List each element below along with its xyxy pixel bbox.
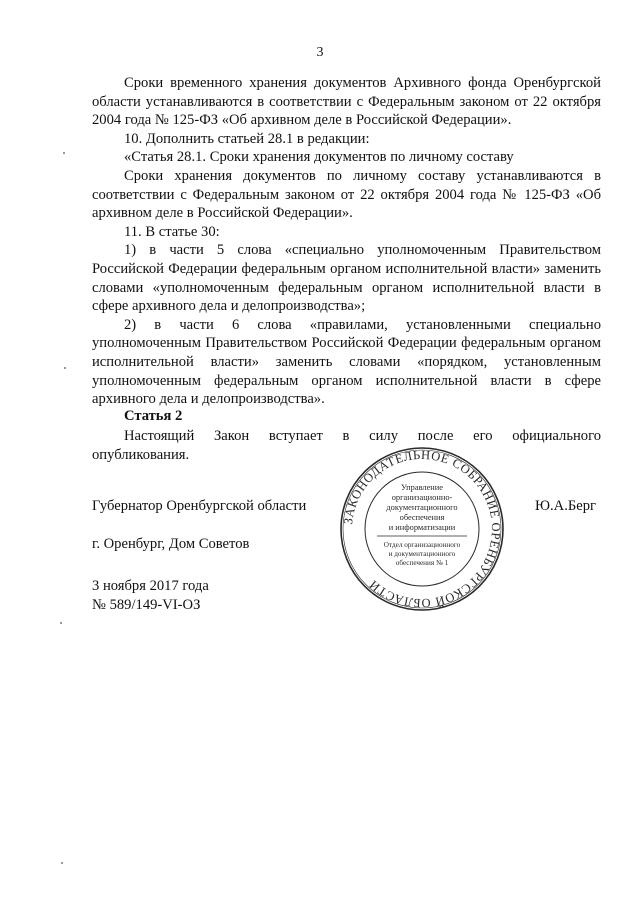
seal-line-3: документационного [386, 503, 458, 512]
governor-name: Ю.А.Берг [535, 498, 596, 514]
scan-speck [63, 152, 65, 154]
article-2-title: Статья 2 [124, 408, 183, 424]
paragraph-article-28-1-title: «Статья 28.1. Сроки хранения документов по личному составу [124, 149, 514, 166]
paragraph-part-6: 2) в части 6 слова «правилами, установленными специально уполномоченным Правительством Российской Федерации федеральным органом исполнительной власти» заменить словами «порядком, установленным уполномоченным федеральным органом исполнительной власти в сфере архивного дела и делопроизводства». [92, 316, 601, 408]
paragraph-archive-terms: Сроки временного хранения документов Архивного фонда Оренбургской области устанавливаются в соответствии с Федеральным законом от 22 октября 2004 года № 125-ФЗ «Об архивном деле в Российской Федерации». [92, 75, 601, 129]
seal-line-2: организационно- [391, 493, 453, 502]
signing-place: г. Оренбург, Дом Советов [92, 536, 250, 552]
paragraph-part-5: 1) в части 5 слова «специально уполномоченным Правительством Российской Федерации федеральным органом исполнительной власти» заменить словами «уполномоченным федеральным органом исполнительной власти в сфере архивного дела и делопроизводства»; [92, 242, 601, 315]
article-2-line-2: опубликования. [92, 446, 190, 463]
seal-ring-text: ЗАКОНОДАТЕЛЬНОЕ СОБРАНИЕ ОРЕНБУРГСКОЙ ОБЛАСТИ [341, 447, 504, 611]
governor-title: Губернатор Оренбургской области [92, 498, 307, 514]
paragraph-item-10: 10. Дополнить статьей 28.1 в редакции: [124, 130, 370, 147]
page-number: 3 [316, 45, 324, 60]
law-number: № 589/149-VI-ОЗ [92, 597, 201, 613]
signing-date: 3 ноября 2017 года [92, 578, 209, 594]
seal-line-5: и информатизации [388, 523, 456, 532]
paragraph-article-28-1-text: Сроки хранения документов по личному составу устанавливаются в соответствии с Федеральным законом от 22 октября 2004 года № 125-ФЗ «Об архивном деле в Российской Федерации». [92, 167, 601, 222]
scan-speck [64, 367, 66, 369]
seal-line-4: обеспечения [399, 513, 445, 522]
seal-sub-line-2: и документационного [388, 550, 456, 558]
seal-sub-line-1: Отдел организационного [383, 541, 461, 549]
seal-line-1: Управление [400, 483, 444, 492]
scan-speck [60, 622, 62, 624]
article-2-line-1: Настоящий Закон вступает в силу после его официального [124, 428, 601, 444]
paragraph-item-11: 11. В статье 30: [124, 223, 220, 240]
official-seal [339, 446, 505, 612]
seal-sub-line-3: обеспечения № 1 [395, 559, 449, 567]
document-body [92, 74, 601, 409]
scan-speck [61, 862, 63, 864]
